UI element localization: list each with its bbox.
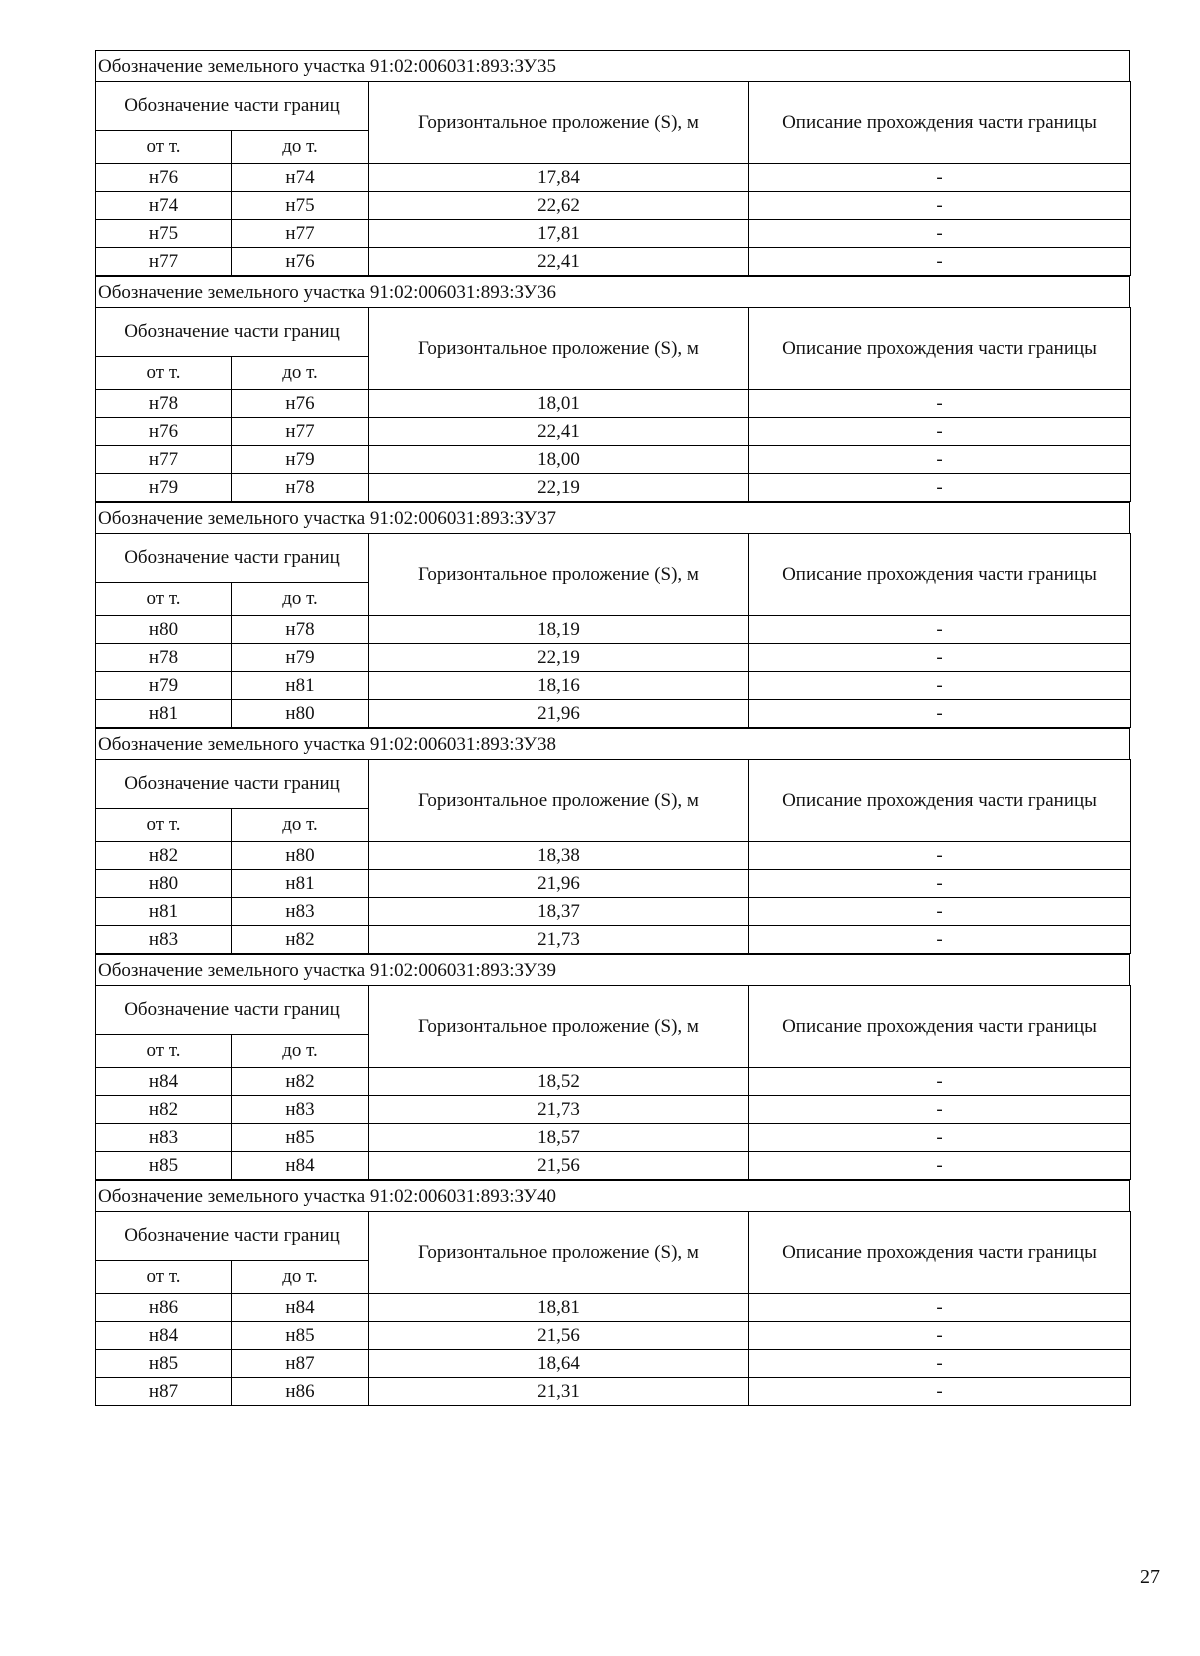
table-row: [96, 390, 1131, 418]
table-row: [96, 1068, 1131, 1096]
cell-to-point: н85: [232, 1124, 369, 1152]
cell-to-point: н76: [232, 390, 369, 418]
table-row: [96, 164, 1131, 192]
cell-to-point: н87: [232, 1350, 369, 1378]
header-to-point: до т.: [232, 357, 369, 390]
cell-from-point: н75: [96, 220, 232, 248]
cell-from-point: н82: [96, 842, 232, 870]
cell-to-point: н83: [232, 898, 369, 926]
cell-from-point: н82: [96, 1096, 232, 1124]
cell-from-point: н78: [96, 644, 232, 672]
cell-distance: 18,38: [369, 842, 749, 870]
header-part-designation: Обозначение части границ: [96, 1212, 369, 1261]
cell-to-point: н81: [232, 672, 369, 700]
header-part-designation: Обозначение части границ: [96, 986, 369, 1035]
cell-from-point: н77: [96, 446, 232, 474]
cell-description: -: [749, 192, 1131, 220]
parcel-title: Обозначение земельного участка 91:02:006031:893:ЗУ38: [95, 728, 1130, 759]
cell-distance: 18,01: [369, 390, 749, 418]
header-part-designation: Обозначение части границ: [96, 82, 369, 131]
header-from-point: от т.: [96, 809, 232, 842]
header-boundary-description: Описание прохождения части границы: [749, 534, 1131, 616]
cell-from-point: н86: [96, 1294, 232, 1322]
table-row: [96, 672, 1131, 700]
cell-to-point: н76: [232, 248, 369, 276]
cell-description: -: [749, 616, 1131, 644]
cell-distance: 18,00: [369, 446, 749, 474]
cell-distance: 21,56: [369, 1152, 749, 1180]
table-row: [96, 248, 1131, 276]
cell-distance: 18,57: [369, 1124, 749, 1152]
cell-distance: 21,96: [369, 870, 749, 898]
parcel-title: Обозначение земельного участка 91:02:006031:893:ЗУ39: [95, 954, 1130, 985]
header-horizontal-distance: Горизонтальное проложение (S), м: [369, 82, 749, 164]
cell-description: -: [749, 1322, 1131, 1350]
header-boundary-description: Описание прохождения части границы: [749, 986, 1131, 1068]
cell-to-point: н81: [232, 870, 369, 898]
boundary-table: [95, 1211, 1131, 1406]
header-boundary-description: Описание прохождения части границы: [749, 82, 1131, 164]
cell-from-point: н80: [96, 616, 232, 644]
cell-distance: 22,41: [369, 418, 749, 446]
cell-from-point: н79: [96, 672, 232, 700]
cell-description: -: [749, 644, 1131, 672]
cell-distance: 22,19: [369, 644, 749, 672]
cell-from-point: н80: [96, 870, 232, 898]
cell-description: -: [749, 418, 1131, 446]
header-part-designation: Обозначение части границ: [96, 760, 369, 809]
cell-distance: 21,96: [369, 700, 749, 728]
cell-to-point: н86: [232, 1378, 369, 1406]
cell-description: -: [749, 672, 1131, 700]
header-part-designation: Обозначение части границ: [96, 308, 369, 357]
header-boundary-description: Описание прохождения части границы: [749, 308, 1131, 390]
cell-description: -: [749, 898, 1131, 926]
table-row: [96, 418, 1131, 446]
boundary-table: [95, 759, 1131, 954]
cell-from-point: н81: [96, 898, 232, 926]
header-horizontal-distance: Горизонтальное проложение (S), м: [369, 308, 749, 390]
cell-distance: 18,52: [369, 1068, 749, 1096]
document-sections: [95, 50, 1130, 1406]
cell-to-point: н77: [232, 220, 369, 248]
cell-from-point: н87: [96, 1378, 232, 1406]
cell-to-point: н82: [232, 926, 369, 954]
table-row: [96, 220, 1131, 248]
header-part-designation: Обозначение части границ: [96, 534, 369, 583]
cell-to-point: н79: [232, 446, 369, 474]
cell-distance: 21,56: [369, 1322, 749, 1350]
cell-distance: 22,62: [369, 192, 749, 220]
cell-from-point: н78: [96, 390, 232, 418]
header-horizontal-distance: Горизонтальное проложение (S), м: [369, 760, 749, 842]
table-row: [96, 1124, 1131, 1152]
table-row: [96, 1378, 1131, 1406]
parcel-title: Обозначение земельного участка 91:02:006031:893:ЗУ36: [95, 276, 1130, 307]
cell-description: -: [749, 1350, 1131, 1378]
cell-distance: 22,19: [369, 474, 749, 502]
cell-description: -: [749, 1068, 1131, 1096]
parcel-section: [95, 502, 1130, 728]
boundary-table: [95, 307, 1131, 502]
header-from-point: от т.: [96, 1261, 232, 1294]
cell-description: -: [749, 926, 1131, 954]
table-row: [96, 446, 1131, 474]
cell-from-point: н76: [96, 164, 232, 192]
cell-description: -: [749, 1294, 1131, 1322]
cell-distance: 17,84: [369, 164, 749, 192]
cell-description: -: [749, 248, 1131, 276]
cell-description: -: [749, 446, 1131, 474]
boundary-table: [95, 533, 1131, 728]
cell-to-point: н77: [232, 418, 369, 446]
cell-description: -: [749, 220, 1131, 248]
header-from-point: от т.: [96, 583, 232, 616]
header-horizontal-distance: Горизонтальное проложение (S), м: [369, 1212, 749, 1294]
cell-from-point: н77: [96, 248, 232, 276]
parcel-section: [95, 954, 1130, 1180]
table-row: [96, 870, 1131, 898]
boundary-table: [95, 81, 1131, 276]
cell-to-point: н83: [232, 1096, 369, 1124]
cell-to-point: н79: [232, 644, 369, 672]
cell-description: -: [749, 164, 1131, 192]
cell-distance: 21,73: [369, 926, 749, 954]
cell-description: -: [749, 1096, 1131, 1124]
header-to-point: до т.: [232, 1261, 369, 1294]
cell-description: -: [749, 842, 1131, 870]
table-row: [96, 1322, 1131, 1350]
cell-from-point: н83: [96, 1124, 232, 1152]
cell-distance: 18,37: [369, 898, 749, 926]
cell-distance: 22,41: [369, 248, 749, 276]
table-row: [96, 192, 1131, 220]
cell-distance: 18,81: [369, 1294, 749, 1322]
header-from-point: от т.: [96, 1035, 232, 1068]
header-horizontal-distance: Горизонтальное проложение (S), м: [369, 986, 749, 1068]
cell-distance: 18,19: [369, 616, 749, 644]
cell-to-point: н78: [232, 474, 369, 502]
table-row: [96, 1294, 1131, 1322]
cell-from-point: н85: [96, 1350, 232, 1378]
parcel-section: [95, 1180, 1130, 1406]
header-to-point: до т.: [232, 131, 369, 164]
table-row: [96, 616, 1131, 644]
cell-to-point: н80: [232, 700, 369, 728]
parcel-section: [95, 276, 1130, 502]
cell-from-point: н81: [96, 700, 232, 728]
header-boundary-description: Описание прохождения части границы: [749, 760, 1131, 842]
parcel-title: Обозначение земельного участка 91:02:006031:893:ЗУ37: [95, 502, 1130, 533]
table-row: [96, 700, 1131, 728]
cell-to-point: н74: [232, 164, 369, 192]
cell-from-point: н76: [96, 418, 232, 446]
table-row: [96, 1096, 1131, 1124]
parcel-title: Обозначение земельного участка 91:02:006031:893:ЗУ35: [95, 50, 1130, 81]
table-row: [96, 1350, 1131, 1378]
header-horizontal-distance: Горизонтальное проложение (S), м: [369, 534, 749, 616]
cell-distance: 21,73: [369, 1096, 749, 1124]
cell-from-point: н84: [96, 1068, 232, 1096]
cell-description: -: [749, 474, 1131, 502]
cell-from-point: н85: [96, 1152, 232, 1180]
cell-to-point: н78: [232, 616, 369, 644]
table-row: [96, 644, 1131, 672]
header-from-point: от т.: [96, 357, 232, 390]
cell-to-point: н84: [232, 1152, 369, 1180]
table-row: [96, 842, 1131, 870]
cell-description: -: [749, 1152, 1131, 1180]
boundary-table: [95, 985, 1131, 1180]
cell-distance: 17,81: [369, 220, 749, 248]
table-row: [96, 1152, 1131, 1180]
cell-distance: 18,16: [369, 672, 749, 700]
table-row: [96, 926, 1131, 954]
cell-description: -: [749, 1378, 1131, 1406]
cell-description: -: [749, 870, 1131, 898]
cell-to-point: н82: [232, 1068, 369, 1096]
header-from-point: от т.: [96, 131, 232, 164]
header-to-point: до т.: [232, 1035, 369, 1068]
cell-distance: 18,64: [369, 1350, 749, 1378]
cell-to-point: н80: [232, 842, 369, 870]
cell-from-point: н79: [96, 474, 232, 502]
cell-to-point: н85: [232, 1322, 369, 1350]
cell-to-point: н84: [232, 1294, 369, 1322]
cell-description: -: [749, 1124, 1131, 1152]
header-to-point: до т.: [232, 583, 369, 616]
header-boundary-description: Описание прохождения части границы: [749, 1212, 1131, 1294]
cell-from-point: н83: [96, 926, 232, 954]
header-to-point: до т.: [232, 809, 369, 842]
table-row: [96, 898, 1131, 926]
parcel-section: [95, 728, 1130, 954]
cell-from-point: н84: [96, 1322, 232, 1350]
cell-from-point: н74: [96, 192, 232, 220]
cell-description: -: [749, 390, 1131, 418]
cell-to-point: н75: [232, 192, 369, 220]
cell-description: -: [749, 700, 1131, 728]
cell-distance: 21,31: [369, 1378, 749, 1406]
table-row: [96, 474, 1131, 502]
parcel-section: [95, 50, 1130, 276]
parcel-title: Обозначение земельного участка 91:02:006031:893:ЗУ40: [95, 1180, 1130, 1211]
page-number: 27: [1140, 1566, 1160, 1588]
